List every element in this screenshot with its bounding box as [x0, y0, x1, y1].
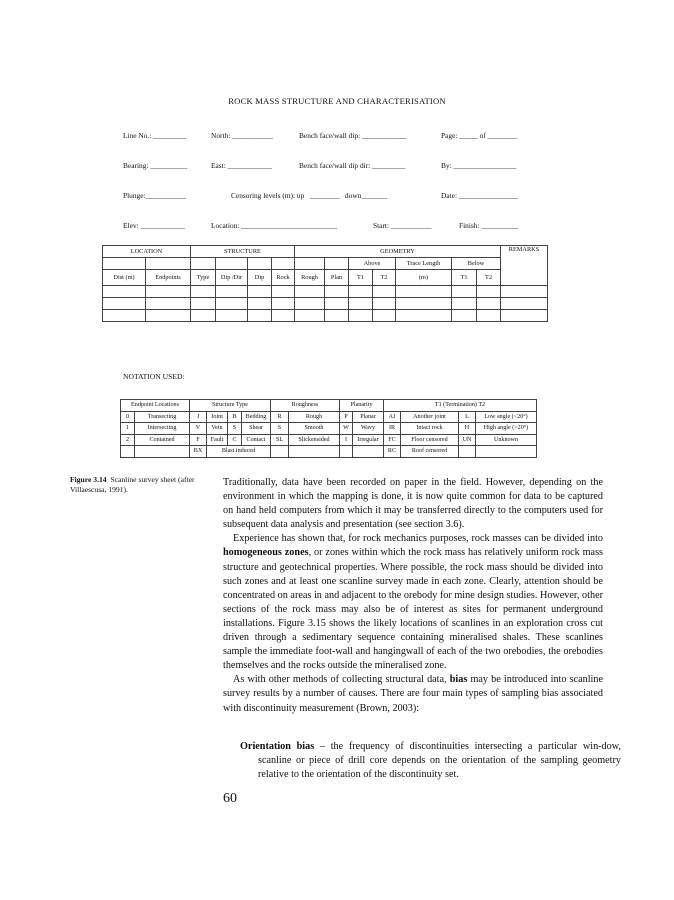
- notation-cell: I: [340, 434, 353, 446]
- hdr-roughness: Roughness: [271, 400, 340, 412]
- notation-row: [121, 411, 537, 423]
- notation-cell: Bedding: [242, 411, 271, 423]
- col-endpoints: Endpoints: [146, 270, 191, 286]
- survey-empty-cell: [248, 310, 272, 322]
- col-trace-m: (m): [396, 270, 452, 286]
- east-field: East: ____________: [211, 161, 272, 170]
- survey-empty-cell: [501, 286, 548, 298]
- paragraph-text: Experience has shown that, for rock mechanics purposes, rock masses can be divided into: [233, 533, 603, 545]
- notation-cell: Shear: [242, 423, 271, 435]
- notation-cell: 2: [121, 434, 135, 446]
- code-rc: RC: [384, 446, 401, 458]
- survey-empty-cell: [396, 286, 452, 298]
- col-dist: Dist (m): [103, 270, 146, 286]
- col-rough: Rough: [295, 270, 325, 286]
- line-no-field: Line No.: _________: [123, 131, 187, 140]
- survey-blank-row: [103, 310, 548, 322]
- elev-field: Elev: ____________: [123, 221, 185, 230]
- col-t2-below: T2: [477, 270, 501, 286]
- running-head: ROCK MASS STRUCTURE AND CHARACTERISATION: [228, 96, 446, 106]
- north-field: North: ___________: [211, 131, 273, 140]
- location-field: Location: __________________________: [211, 221, 338, 230]
- notation-cell: Contained: [135, 434, 190, 446]
- notation-table: [120, 399, 537, 458]
- by-field: By: _________________: [441, 161, 517, 170]
- orientation-bias-item: [240, 740, 621, 782]
- bias-description: – the frequency of discontinuities intersecting a particular win-dow, scanline or piece of drill core depends on the orientation of the sampling geometry relative to the orientation of the discontinuity set.: [258, 741, 621, 781]
- body-paragraph: [223, 532, 603, 673]
- survey-empty-cell: [191, 286, 216, 298]
- notation-row: [121, 434, 537, 446]
- notation-cell: W: [340, 423, 353, 435]
- notation-cell: Low angle (<20°): [476, 411, 537, 423]
- survey-empty-cell: [103, 310, 146, 322]
- survey-empty-cell: [146, 310, 191, 322]
- col-type: Type: [191, 270, 216, 286]
- notation-cell: Fault: [207, 434, 228, 446]
- notation-cell: Joint: [207, 411, 228, 423]
- notation-row-last: [121, 446, 537, 458]
- notation-cell: Unknown: [476, 434, 537, 446]
- survey-empty-cell: [191, 298, 216, 310]
- survey-empty-cell: [295, 286, 325, 298]
- hdr-termination: T1 (Termination) T2: [384, 400, 537, 412]
- notation-header-row: [121, 400, 537, 412]
- notation-cell: SL: [271, 434, 289, 446]
- group-remarks: REMARKS: [501, 246, 548, 286]
- start-field: Start: ___________: [373, 221, 432, 230]
- survey-empty-cell: [325, 298, 349, 310]
- notation-cell: Contact: [242, 434, 271, 446]
- survey-empty-cell: [191, 310, 216, 322]
- bench-dip-dir-field: Bench face/wall dip dir: _________: [299, 161, 406, 170]
- notation-cell: AJ: [384, 411, 401, 423]
- sub-trace-length: Trace Length: [396, 258, 452, 270]
- col-dip: Dip: [248, 270, 272, 286]
- notation-label: NOTATION USED:: [123, 372, 185, 381]
- notation-cell: F: [190, 434, 207, 446]
- survey-group-row: [103, 246, 548, 258]
- survey-empty-cell: [325, 310, 349, 322]
- body-text: [223, 476, 603, 716]
- bench-dip-field: Bench face/wall dip: ____________: [299, 131, 407, 140]
- col-t1-below: T1: [452, 270, 477, 286]
- survey-empty-cell: [349, 310, 373, 322]
- code-rc-label: Roof censored: [401, 446, 459, 458]
- notation-cell: R: [271, 411, 289, 423]
- bearing-field: Bearing: __________: [123, 161, 188, 170]
- notation-cell: Irregular: [353, 434, 384, 446]
- notation-cell: P: [340, 411, 353, 423]
- col-t1-above: T1: [349, 270, 373, 286]
- survey-blank-row: [103, 286, 548, 298]
- survey-empty-cell: [272, 310, 295, 322]
- col-t2-above: T2: [373, 270, 396, 286]
- survey-column-row: [103, 270, 548, 286]
- notation-cell: High angle (>20°): [476, 423, 537, 435]
- notation-cell: Wavy: [353, 423, 384, 435]
- notation-cell: Floor censored: [401, 434, 459, 446]
- notation-cell: Vein: [207, 423, 228, 435]
- paragraph-text: , or zones within which the rock mass has relatively uniform rock mass structure and geotechnical properties. Where possible, the rock mass should be divided into such zones and at least one scanline survey made in each zone. Clearly, attention should be concentrated on areas in and adjacent to the orebody for mine design studies. However, other sections of the rock mass may also be of interest as sites for permanent underground installations. Figure 3.15 shows the likely locations of scanlines in an exploration cross cut driven through a sedimentary sequence containing mineralised shales. These scanlines sample the immediate foot-wall and hangingwall of each of the two orebodies, the orebodies themselves and the rocks outside the mineralised zone.: [223, 547, 603, 672]
- survey-sub-row: [103, 258, 548, 270]
- page-number: 60: [223, 791, 237, 806]
- plunge-field: Plunge:___________: [123, 191, 187, 200]
- bold-term: homogeneous zones: [223, 547, 309, 559]
- paragraph-text: Traditionally, data have been recorded on paper in the field. However, depending on the environment in which the mapping is done, it is now quite common for data to be captured on hand held computers from which it may be transferred directly to the computers used for subsequent data analysis and presentation (see section 3.6).: [223, 477, 603, 531]
- sub-above: Above: [349, 258, 396, 270]
- col-rock: Rock: [272, 270, 295, 286]
- survey-empty-cell: [146, 298, 191, 310]
- notation-cell: V: [190, 423, 207, 435]
- hdr-structure-type: Structure Type: [190, 400, 271, 412]
- group-structure: STRUCTURE: [191, 246, 295, 258]
- notation-cell: L: [459, 411, 476, 423]
- col-dip-dir: Dip /Dir: [216, 270, 248, 286]
- paragraph-text: As with other methods of collecting structural data,: [233, 674, 450, 686]
- notation-cell: 1: [121, 423, 135, 435]
- group-geometry: GEOMETRY: [295, 246, 501, 258]
- survey-empty-cell: [349, 298, 373, 310]
- survey-empty-cell: [396, 298, 452, 310]
- survey-empty-cell: [477, 286, 501, 298]
- date-field: Date: ________________: [441, 191, 518, 200]
- form-row-1: [123, 131, 543, 143]
- notation-cell: Smooth: [289, 423, 340, 435]
- survey-empty-cell: [272, 298, 295, 310]
- body-paragraph: [223, 673, 603, 715]
- notation-cell: S: [228, 423, 242, 435]
- notation-cell: S: [271, 423, 289, 435]
- survey-empty-cell: [501, 298, 548, 310]
- form-row-3: [123, 191, 543, 203]
- notation-cell: Planar: [353, 411, 384, 423]
- notation-cell: Rough: [289, 411, 340, 423]
- survey-empty-cell: [349, 286, 373, 298]
- censoring-field: Censoring levels (m): up ________ down_______: [231, 191, 388, 200]
- scanline-survey-table: [102, 245, 548, 322]
- survey-empty-cell: [272, 286, 295, 298]
- finish-field: Finish: __________: [459, 221, 519, 230]
- survey-empty-cell: [103, 298, 146, 310]
- hdr-planarity: Planarity: [340, 400, 384, 412]
- bias-term: Orientation bias: [240, 741, 315, 752]
- group-location: LOCATION: [103, 246, 191, 258]
- form-row-2: [123, 161, 543, 173]
- form-row-4: [123, 221, 543, 233]
- notation-cell: Slickensided: [289, 434, 340, 446]
- notation-cell: B: [228, 411, 242, 423]
- sub-below: Below: [452, 258, 501, 270]
- survey-empty-cell: [396, 310, 452, 322]
- survey-empty-cell: [452, 310, 477, 322]
- figure-caption: [70, 475, 220, 494]
- notation-cell: Intact rock: [401, 423, 459, 435]
- page-field: Page: _____ of ________: [441, 131, 518, 140]
- survey-empty-cell: [216, 286, 248, 298]
- survey-empty-cell: [373, 310, 396, 322]
- survey-empty-cell: [295, 298, 325, 310]
- survey-empty-cell: [103, 286, 146, 298]
- col-plan: Plan: [325, 270, 349, 286]
- body-paragraph: [223, 476, 603, 532]
- survey-empty-cell: [452, 298, 477, 310]
- paragraph-text: may be introduced into scanline survey results by a number of causes. There are four main types of sampling bias associated with discontinuity measurement (Brown, 2003):: [223, 674, 603, 714]
- survey-empty-cell: [325, 286, 349, 298]
- survey-empty-cell: [477, 310, 501, 322]
- code-bx-label: Blast induced: [207, 446, 271, 458]
- notation-cell: IR: [384, 423, 401, 435]
- notation-cell: Another joint: [401, 411, 459, 423]
- survey-empty-cell: [146, 286, 191, 298]
- survey-empty-cell: [477, 298, 501, 310]
- figure-label: Figure 3.14: [70, 475, 107, 484]
- bold-term: bias: [449, 674, 468, 686]
- survey-empty-cell: [248, 298, 272, 310]
- survey-empty-cell: [216, 310, 248, 322]
- notation-cell: 0: [121, 411, 135, 423]
- notation-cell: FC: [384, 434, 401, 446]
- survey-empty-cell: [373, 286, 396, 298]
- notation-row: [121, 423, 537, 435]
- survey-empty-cell: [452, 286, 477, 298]
- survey-empty-cell: [295, 310, 325, 322]
- figure-caption-text: Scanline survey sheet (after Villaescusa, 1991).: [70, 475, 195, 494]
- notation-cell: J: [190, 411, 207, 423]
- hdr-endpoint-locations: Endpoint Locations: [121, 400, 190, 412]
- notation-cell: Intersecting: [135, 423, 190, 435]
- survey-empty-cell: [248, 286, 272, 298]
- notation-cell: H: [459, 423, 476, 435]
- survey-blank-row: [103, 298, 548, 310]
- survey-empty-cell: [501, 310, 548, 322]
- survey-empty-cell: [373, 298, 396, 310]
- notation-cell: Transecting: [135, 411, 190, 423]
- survey-empty-cell: [216, 298, 248, 310]
- code-bx: BX: [190, 446, 207, 458]
- notation-cell: C: [228, 434, 242, 446]
- notation-cell: UN: [459, 434, 476, 446]
